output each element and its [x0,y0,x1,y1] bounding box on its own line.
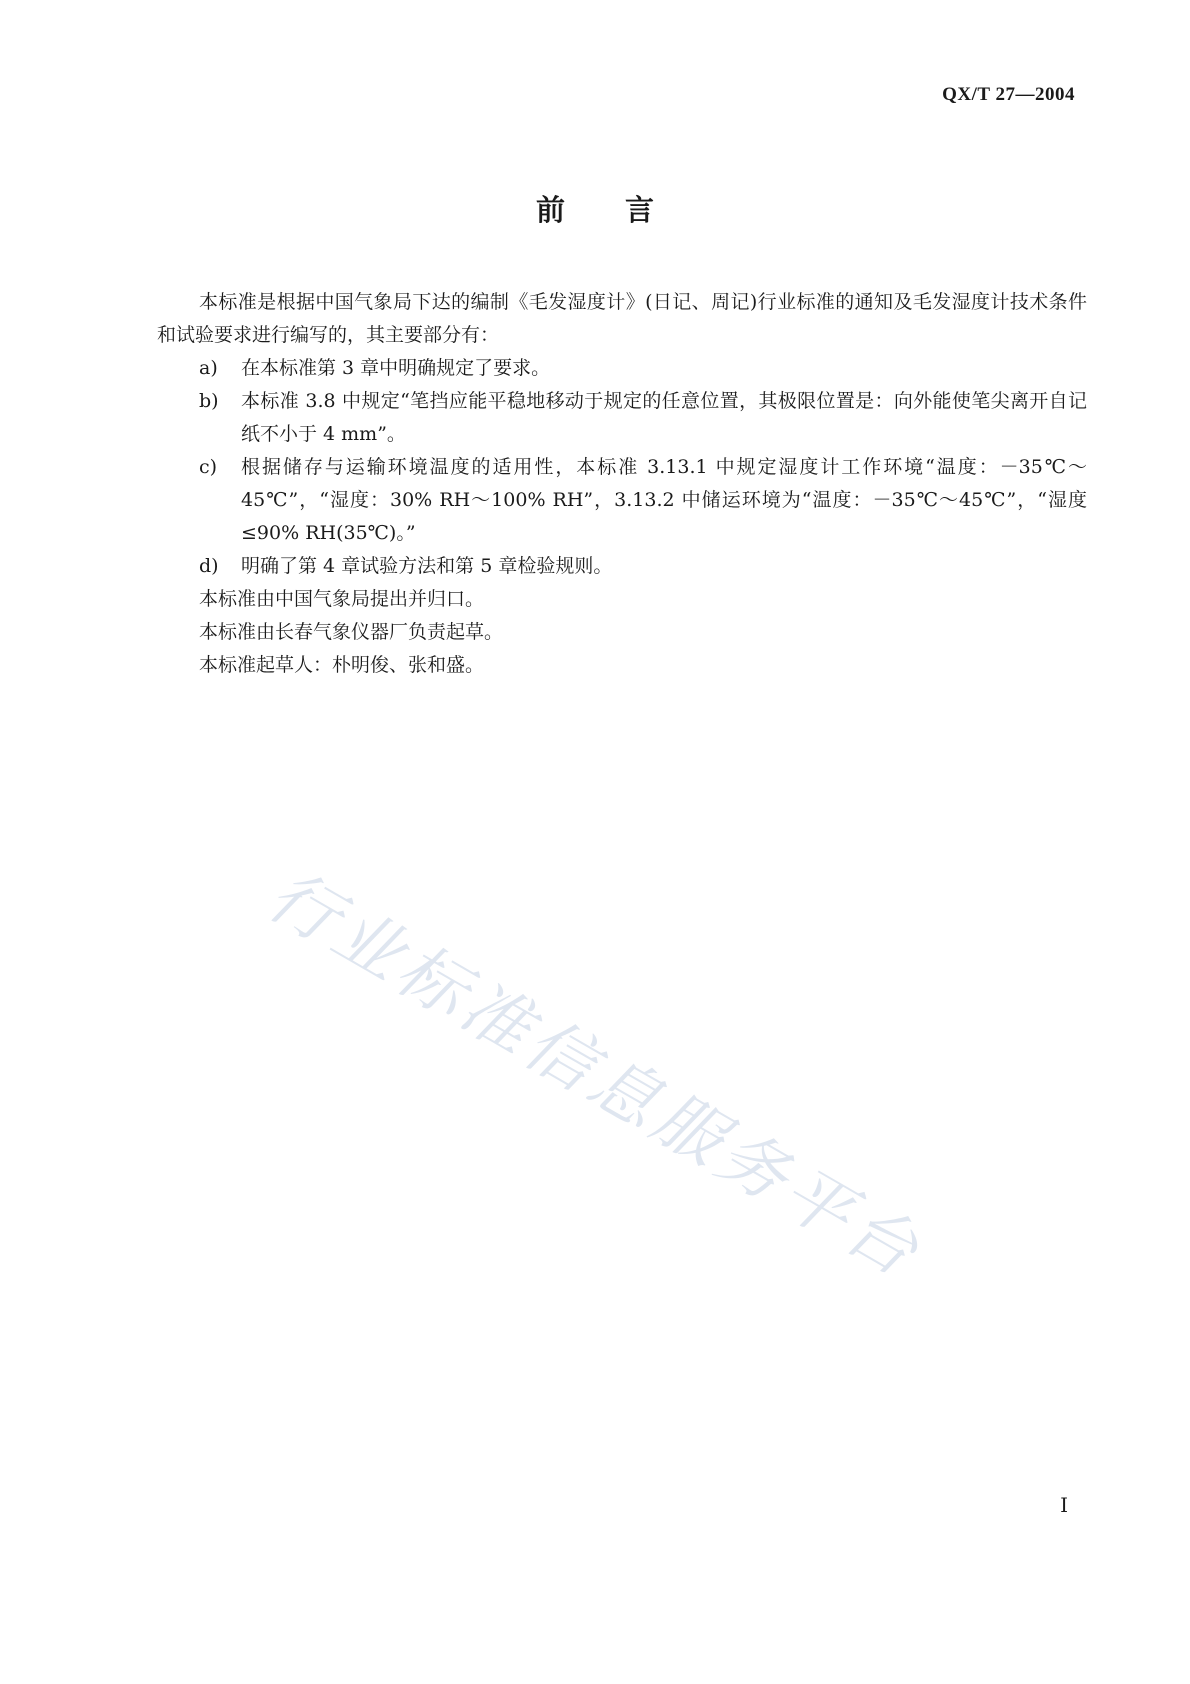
authors-statement: 本标准起草人：朴明俊、张和盛。 [199,654,485,676]
list-marker: d) [199,555,219,577]
list-marker: b) [199,390,219,412]
list-item-text: 本标准 3.8 中规定“笔挡应能平稳地移动于规定的任意位置，其极限位置是：向外能使笔尖离开自记纸不小于 4 mm”。 [241,390,1087,445]
document-body [157,286,1087,682]
watermark: 行业标准信息服务平台 [254,855,936,1295]
list-item-c [157,451,1087,550]
proposer-statement: 本标准由中国气象局提出并归口。 [199,588,485,610]
page-number: I [1060,1493,1068,1517]
drafter-statement: 本标准由长春气象仪器厂负责起草。 [199,621,504,643]
page-title: 前言 [535,193,714,227]
list-marker: c) [199,456,218,478]
list-item-text: 根据储存与运输环境温度的适用性，本标准 3.13.1 中规定湿度计工作环境“温度：－35℃～45℃”，“湿度：30% RH～100% RH”，3.13.2 中储运环境为“温度：－35℃～45℃”，“湿度≤90% RH(35℃)。” [241,456,1087,544]
intro-paragraph: 本标准是根据中国气象局下达的编制《毛发湿度计》(日记、周记)行业标准的通知及毛发湿度计技术条件和试验要求进行编写的，其主要部分有： [157,291,1087,346]
list-item-a [157,352,1087,385]
list-item-d [157,550,1087,583]
list-item-text: 在本标准第 3 章中明确规定了要求。 [241,357,551,379]
list-marker: a) [199,357,218,379]
list-item-text: 明确了第 4 章试验方法和第 5 章检验规则。 [241,555,613,577]
list-item-b [157,385,1087,451]
standard-code: QX/T 27—2004 [942,84,1075,105]
